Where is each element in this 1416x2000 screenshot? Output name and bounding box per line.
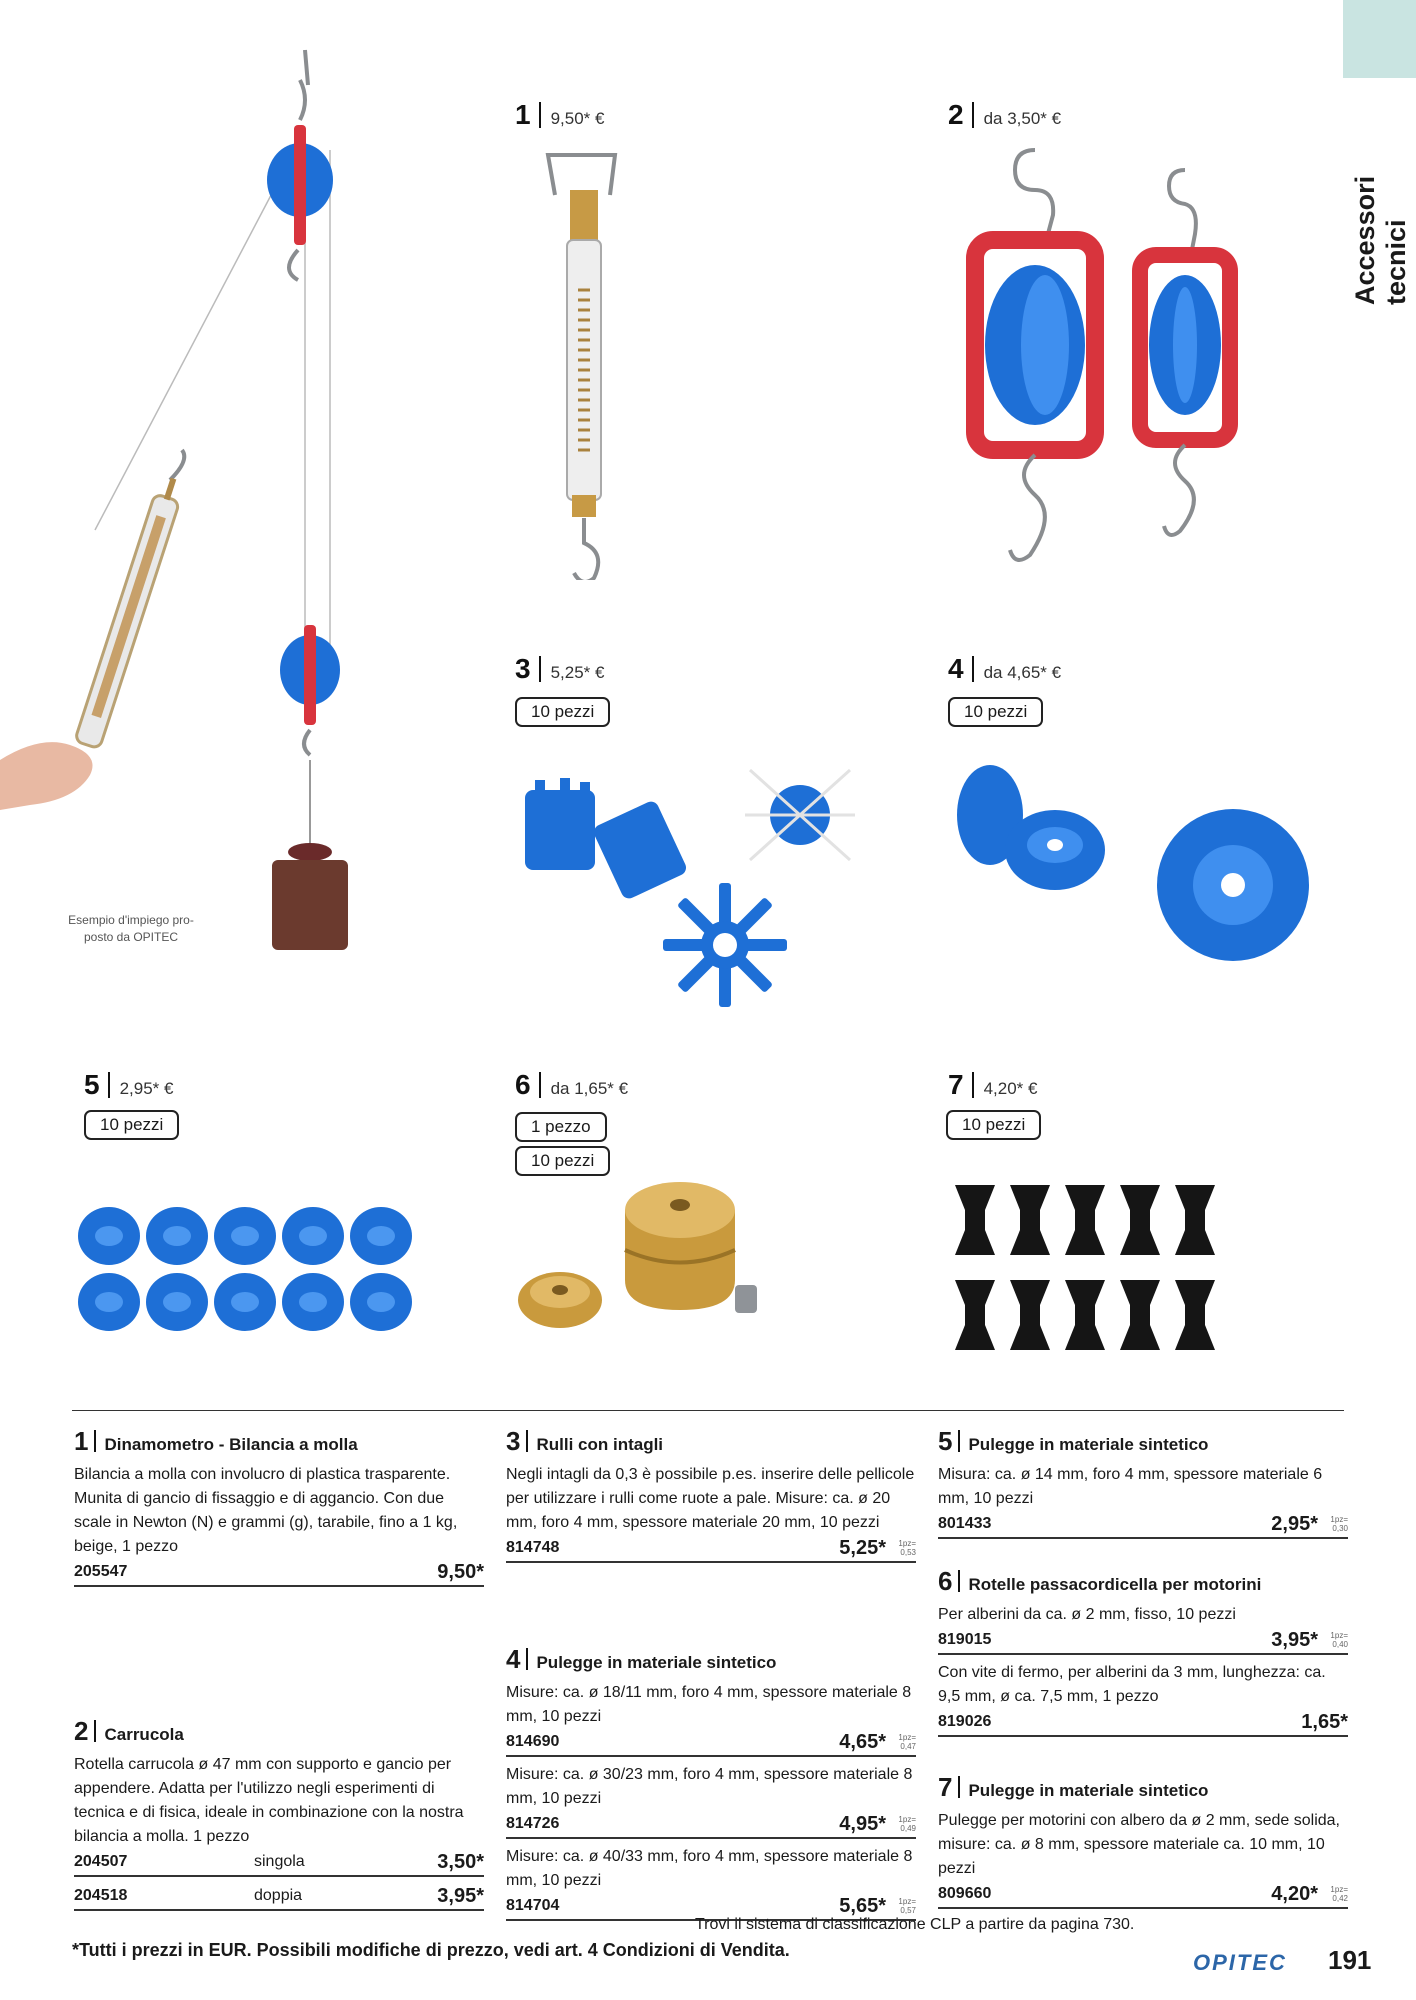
marker-4: [948, 653, 1062, 684]
marker-number: 4: [948, 656, 974, 682]
unit-price: 1pz= 0,47: [898, 1733, 916, 1751]
article-code: 819026: [938, 1713, 992, 1730]
product-number: 7: [938, 1776, 960, 1798]
product-title-text: Carrucola: [104, 1725, 184, 1744]
product-2-description: [74, 1716, 484, 1911]
product-number: 6: [938, 1570, 960, 1592]
product-desc: Misure: ca. ø 18/11 mm, foro 4 mm, spessore materiale 8 mm, 10 pezzi: [506, 1684, 912, 1725]
marker-price: 2,95* €: [119, 1079, 174, 1098]
article-code: 814704: [506, 1897, 560, 1914]
article-code: 814726: [506, 1815, 560, 1832]
marker-3: [515, 653, 605, 684]
pack-badge: 10 pezzi: [515, 1146, 610, 1176]
article-row: [938, 1511, 1348, 1539]
article-code: 814690: [506, 1733, 560, 1750]
product-title: [938, 1566, 1348, 1597]
article-row: [74, 1559, 484, 1587]
article-row: [506, 1729, 916, 1757]
unit-price: 1pz= 0,57: [898, 1897, 916, 1915]
product-title-text: Pulegge in materiale sintetico: [968, 1781, 1209, 1800]
marker-price: da 1,65* €: [550, 1079, 629, 1098]
pack-badge: 10 pezzi: [948, 697, 1043, 727]
product-title: [74, 1426, 484, 1457]
product-6-description: [938, 1566, 1348, 1737]
brand-logo: OPITEC: [1193, 1950, 1287, 1975]
article-row: [74, 1849, 484, 1877]
product-title-text: Dinamometro - Bilancia a molla: [104, 1435, 358, 1454]
marker-number: 2: [948, 102, 974, 128]
product-title-text: Rotelle passacordicella per motorini: [968, 1575, 1262, 1594]
article-price: 3,50*: [437, 1851, 484, 1873]
pack-badge: 10 pezzi: [946, 1110, 1041, 1140]
article-row: [506, 1535, 916, 1563]
product-desc: Misure: ca. ø 30/23 mm, foro 4 mm, spessore materiale 8 mm, 10 pezzi: [506, 1766, 913, 1807]
product-title-text: Pulegge in materiale sintetico: [968, 1435, 1209, 1454]
unit-price: 1pz= 0,30: [1330, 1515, 1348, 1533]
article-price: 1,65*: [1301, 1711, 1348, 1733]
section-divider: [72, 1410, 1344, 1411]
article-price: 9,50*: [437, 1561, 484, 1583]
unit-price: 1pz= 0,40: [1330, 1631, 1348, 1649]
product-number: 1: [74, 1430, 96, 1452]
marker-1: [515, 99, 605, 130]
product-desc: Misura: ca. ø 14 mm, foro 4 mm, spessore materiale 6 mm, 10 pezzi: [938, 1466, 1323, 1507]
product-title: [506, 1426, 916, 1457]
article-price: 5,25*: [839, 1537, 886, 1559]
article-code: 204518: [74, 1887, 128, 1904]
price-note: *Tutti i prezzi in EUR. Possibili modifiche di prezzo, vedi art. 4 Condizioni di Vendita.: [72, 1940, 790, 1960]
article-code: 819015: [938, 1631, 992, 1648]
product-3-description: [506, 1426, 916, 1563]
product-title: [506, 1644, 916, 1675]
spring-scale-illustration: [530, 140, 640, 580]
article-variant: singola: [254, 1853, 305, 1870]
clp-note: Trovi il sistema di classificazione CLP a partire da pagina 730.: [695, 1916, 1135, 1933]
marker-price: da 4,65* €: [983, 663, 1062, 682]
product-number: 2: [74, 1720, 96, 1742]
pack-badge: 10 pezzi: [515, 697, 610, 727]
unit-price: 1pz= 0,53: [898, 1539, 916, 1557]
product-title: [938, 1772, 1348, 1803]
section-title: Accessori tecnici: [1350, 175, 1411, 305]
product-desc: Negli intagli da 0,3 è possibile p.es. inserire delle pellicole per utilizzare i rulli come ruote a pale. Misure: ca. ø 20 mm, foro 4 mm, spessore materiale 20 mm, 10 pezzi: [506, 1466, 915, 1531]
pack-badge: 1 pezzo: [515, 1112, 607, 1142]
marker-price: 9,50* €: [550, 109, 605, 128]
unit-price: 1pz= 0,42: [1330, 1885, 1348, 1903]
unit-price: 1pz= 0,49: [898, 1815, 916, 1833]
marker-2: [948, 99, 1062, 130]
black-pulleys-illustration: [945, 1175, 1245, 1365]
article-row: [938, 1709, 1348, 1737]
article-code: 205547: [74, 1563, 128, 1580]
product-4-description: [506, 1644, 916, 1921]
product-number: 5: [938, 1430, 960, 1452]
marker-price: da 3,50* €: [983, 109, 1062, 128]
article-variant: doppia: [254, 1887, 303, 1904]
small-pulleys-illustration: [75, 1200, 425, 1340]
article-price: 3,95*: [1271, 1629, 1318, 1651]
page-number: 191: [1328, 1945, 1372, 1975]
article-price: 2,95*: [1271, 1513, 1318, 1535]
marker-number: 3: [515, 656, 541, 682]
article-row: [506, 1811, 916, 1839]
marker-number: 1: [515, 102, 541, 128]
marker-7: [948, 1069, 1038, 1100]
brass-rollers-illustration: [515, 1160, 775, 1340]
article-code: 204507: [74, 1853, 128, 1870]
usage-example-illustration: [0, 40, 360, 960]
product-desc: Con vite di fermo, per alberini da 3 mm, lunghezza: ca. 9,5 mm, ø ca. 7,5 mm, 1 pezzo: [938, 1664, 1326, 1705]
product-title-text: Pulegge in materiale sintetico: [536, 1653, 777, 1672]
product-1-description: [74, 1426, 484, 1587]
article-row: [74, 1883, 484, 1911]
article-row: [938, 1881, 1348, 1909]
pulley-illustration: [960, 140, 1260, 580]
usage-caption: Esempio d'impiego pro- posto da OPITEC: [68, 913, 194, 944]
rollers-illustration: [515, 760, 885, 1030]
marker-price: 5,25* €: [550, 663, 605, 682]
product-desc: Per alberini da ca. ø 2 mm, fisso, 10 pezzi: [938, 1606, 1236, 1623]
product-number: 3: [506, 1430, 528, 1452]
article-price: 4,95*: [839, 1813, 886, 1835]
product-5-description: [938, 1426, 1348, 1539]
product-number: 4: [506, 1648, 528, 1670]
article-price: 4,20*: [1271, 1883, 1318, 1905]
article-price: 3,95*: [437, 1885, 484, 1907]
product-title-text: Rulli con intagli: [536, 1435, 664, 1454]
marker-6: [515, 1069, 629, 1100]
product-7-description: [938, 1772, 1348, 1909]
marker-number: 6: [515, 1072, 541, 1098]
article-row: [938, 1627, 1348, 1655]
article-code: 801433: [938, 1515, 992, 1532]
product-desc: Rotella carrucola ø 47 mm con supporto e gancio per appendere. Adatta per l'utilizzo negli esperimenti di tecnica e di fisica, ideale in combinazione con la nostra bilancia a molla. 1 pezzo: [74, 1756, 464, 1845]
marker-number: 7: [948, 1072, 974, 1098]
article-code: 814748: [506, 1539, 560, 1556]
article-code: 809660: [938, 1885, 992, 1902]
marker-5: [84, 1069, 174, 1100]
product-title: [938, 1426, 1348, 1457]
section-tab: [1343, 0, 1416, 78]
article-price: 4,65*: [839, 1731, 886, 1753]
product-title: [74, 1716, 484, 1747]
marker-number: 5: [84, 1072, 110, 1098]
article-price: 5,65*: [839, 1895, 886, 1917]
product-desc: Pulegge per motorini con albero da ø 2 mm, sede solida, misure: ca. ø 8 mm, spessore materiale ca. 10 mm, 10 pezzi: [938, 1812, 1340, 1877]
product-desc: Misure: ca. ø 40/33 mm, foro 4 mm, spessore materiale 8 mm, 10 pezzi: [506, 1848, 913, 1889]
product-desc: Bilancia a molla con involucro di plastica trasparente. Munita di gancio di fissaggio e di aggancio. Con due scale in Newton (N) e grammi (g), tarabile, fino a 1 kg, beige, 1 pezzo: [74, 1466, 458, 1555]
plastic-pulleys-illustration: [945, 760, 1320, 970]
marker-price: 4,20* €: [983, 1079, 1038, 1098]
pack-badge: 10 pezzi: [84, 1110, 179, 1140]
